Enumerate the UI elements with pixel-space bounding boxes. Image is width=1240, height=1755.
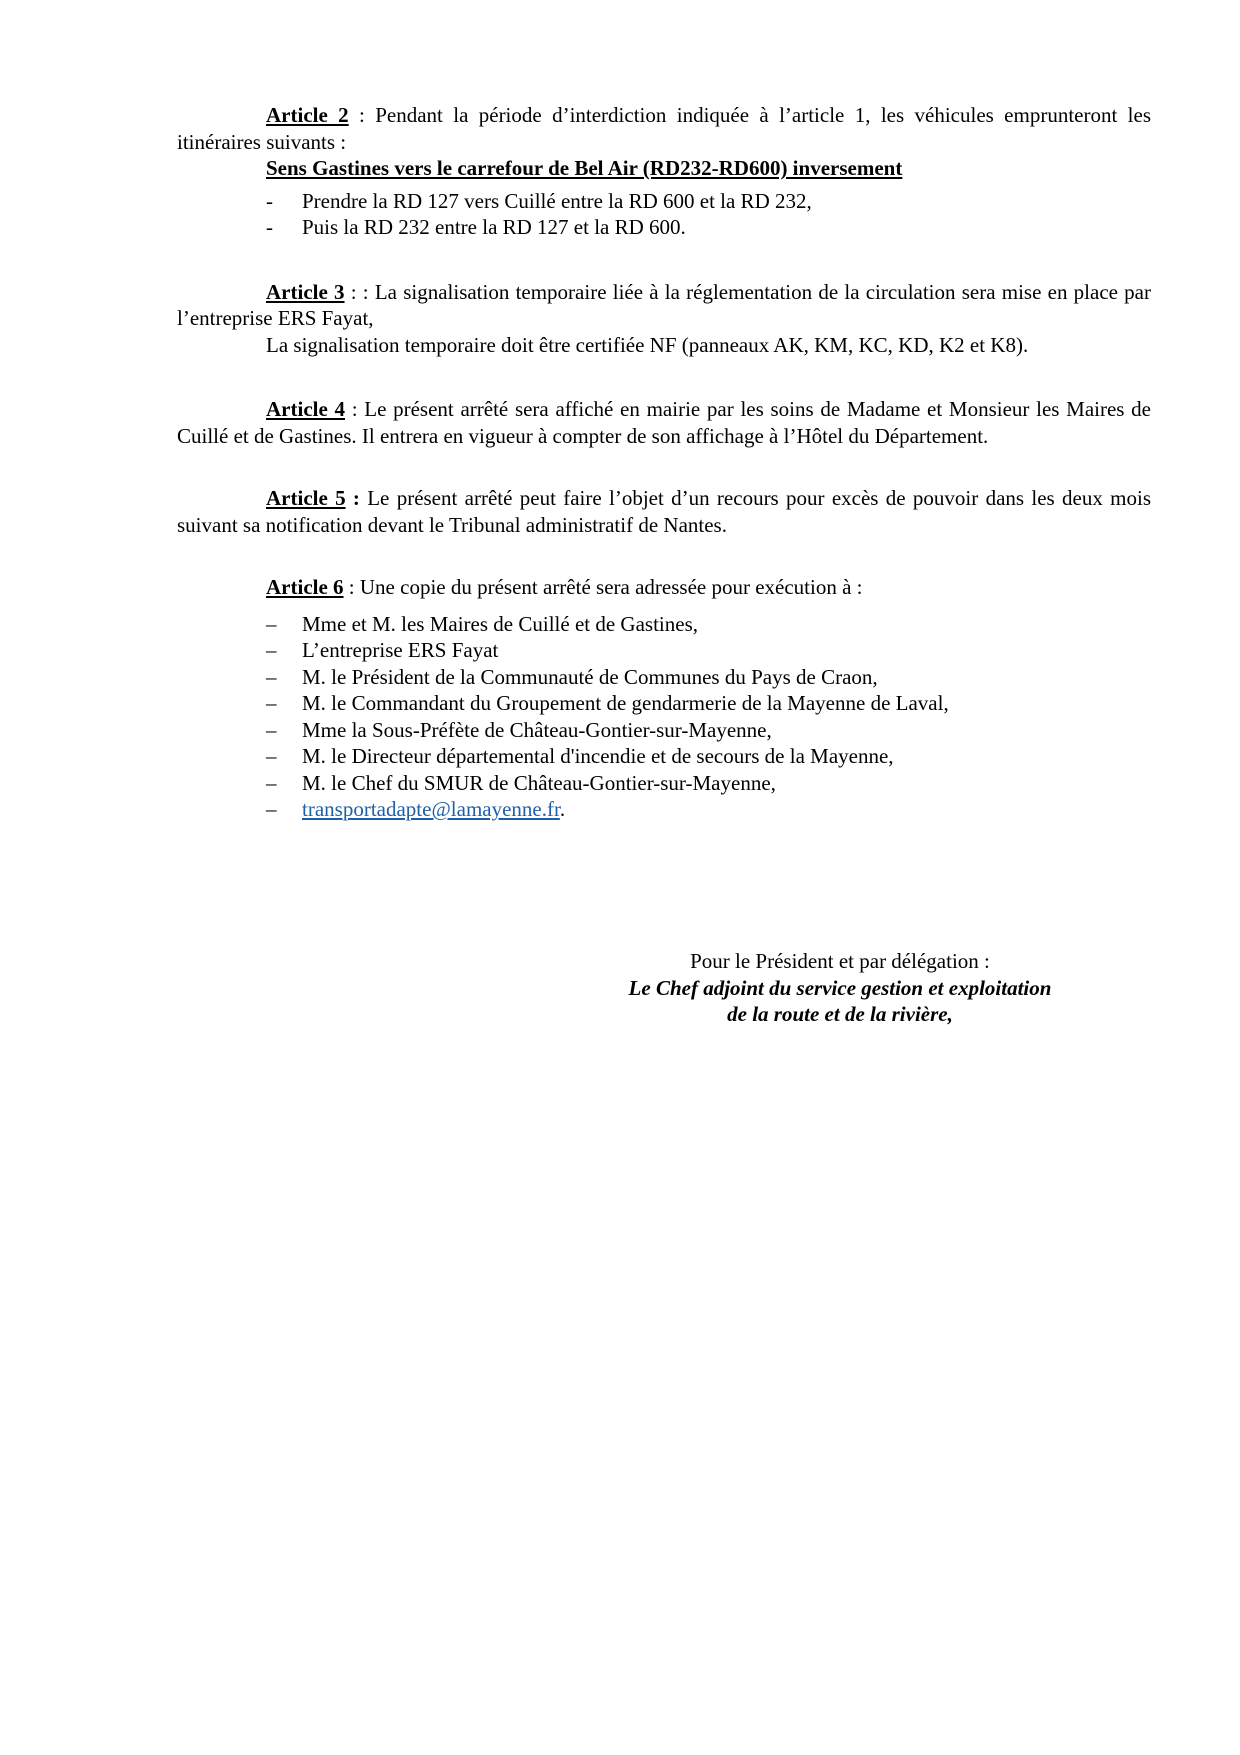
list-item-text: Mme la Sous-Préfète de Château-Gontier-sur-Mayenne, [302, 717, 772, 742]
signature-line-3: de la route et de la rivière, [727, 1002, 953, 1026]
spacer [177, 241, 1151, 279]
list-item [266, 188, 1151, 215]
article-2-route-list [177, 188, 1151, 241]
article-4-separator: : [345, 397, 365, 421]
list-item-text: Mme et M. les Maires de Cuillé et de Gastines, [302, 611, 698, 636]
dash-bullet-icon: – [266, 691, 277, 715]
article-3-label: Article 3 [266, 279, 345, 304]
article-6-text: Une copie du présent arrêté sera adressée pour exécution à : [359, 575, 863, 599]
dash-bullet-icon: – [266, 744, 277, 768]
dash-bullet-icon: – [266, 797, 277, 821]
spacer [177, 601, 1151, 611]
list-item-text: Puis la RD 232 entre la RD 127 et la RD 600. [302, 215, 686, 239]
list-item [266, 611, 1151, 638]
list-item-text: M. le Commandant du Groupement de gendarmerie de la Mayenne de Laval, [302, 691, 949, 715]
article-5 [177, 485, 1151, 538]
email-suffix: . [559, 797, 566, 821]
list-item [266, 796, 1151, 823]
list-item [266, 214, 1151, 241]
article-3 [177, 279, 1151, 332]
list-item [266, 770, 1151, 797]
article-4-label: Article 4 [266, 397, 345, 421]
list-item [266, 717, 1151, 744]
list-item-text: L’entreprise ERS Fayat [302, 638, 499, 662]
list-item [266, 743, 1151, 770]
article-6-label: Article 6 [266, 575, 344, 599]
dash-bullet-icon: – [266, 638, 277, 662]
article-2-separator: : [348, 103, 376, 127]
list-item-text: Prendre la RD 127 vers Cuillé entre la RD 600 et la RD 232, [302, 188, 812, 213]
article-5-text: Le présent arrêté peut faire l’objet d’un recours pour excès de pouvoir dans les deux mois suivant sa notification devant le Tribunal administratif de Nantes. [177, 486, 1151, 537]
list-item-text: M. le Directeur départemental d'incendie et de secours de la Mayenne, [302, 744, 894, 768]
spacer [177, 358, 1151, 396]
article-2 [177, 102, 1151, 155]
list-item-text: M. le Chef du SMUR de Château-Gontier-sur-Mayenne, [302, 770, 776, 795]
list-item [266, 637, 1151, 664]
list-item [266, 690, 1151, 717]
dash-bullet-icon: – [266, 717, 277, 742]
article-3-second-line: La signalisation temporaire doit être certifiée NF (panneaux AK, KM, KC, KD, K2 et K8). [266, 332, 1029, 357]
article-2-text: Pendant la période d’interdiction indiquée à l’article 1, les véhicules emprunteront les itinéraires suivants : [177, 103, 1151, 154]
email-link[interactable]: transportadapte@lamayenne.fr [302, 797, 560, 821]
spacer [177, 538, 1151, 574]
list-item [266, 664, 1151, 691]
dash-bullet-icon: – [266, 770, 277, 795]
signature-line-2: Le Chef adjoint du service gestion et exploitation [628, 975, 1052, 1000]
article-4-text: Le présent arrêté sera affiché en mairie par les soins de Madame et Monsieur les Maires de Cuillé et de Gastines. Il entrera en vigueur à compter de son affichage à l’Hôtel du Département. [177, 397, 1151, 448]
article-5-separator: : [345, 486, 368, 510]
signature-line-1: Pour le Président et par délégation : [690, 949, 990, 973]
article-2-label: Article 2 [266, 103, 349, 127]
list-item-text: M. le Président de la Communauté de Communes du Pays de Craon, [302, 664, 878, 689]
dash-bullet-icon: - [266, 188, 273, 213]
article-6-recipient-list [177, 611, 1151, 823]
document-body [177, 102, 1151, 823]
article-4 [177, 396, 1151, 449]
article-6-separator: : [343, 575, 360, 599]
article-3-text: La signalisation temporaire liée à la réglementation de la circulation sera mise en place par l’entreprise ERS Fayat, [177, 279, 1151, 330]
article-6 [177, 574, 1151, 601]
dash-bullet-icon: – [266, 664, 277, 689]
article-5-label: Article 5 [266, 486, 346, 510]
dash-bullet-icon: - [266, 215, 273, 239]
signature-block [590, 948, 1090, 1028]
spacer [177, 449, 1151, 485]
article-3-separator: : : [344, 279, 375, 304]
dash-bullet-icon: – [266, 611, 277, 636]
article-2-subheading: Sens Gastines vers le carrefour de Bel Air (RD232-RD600) inversement [266, 156, 903, 180]
